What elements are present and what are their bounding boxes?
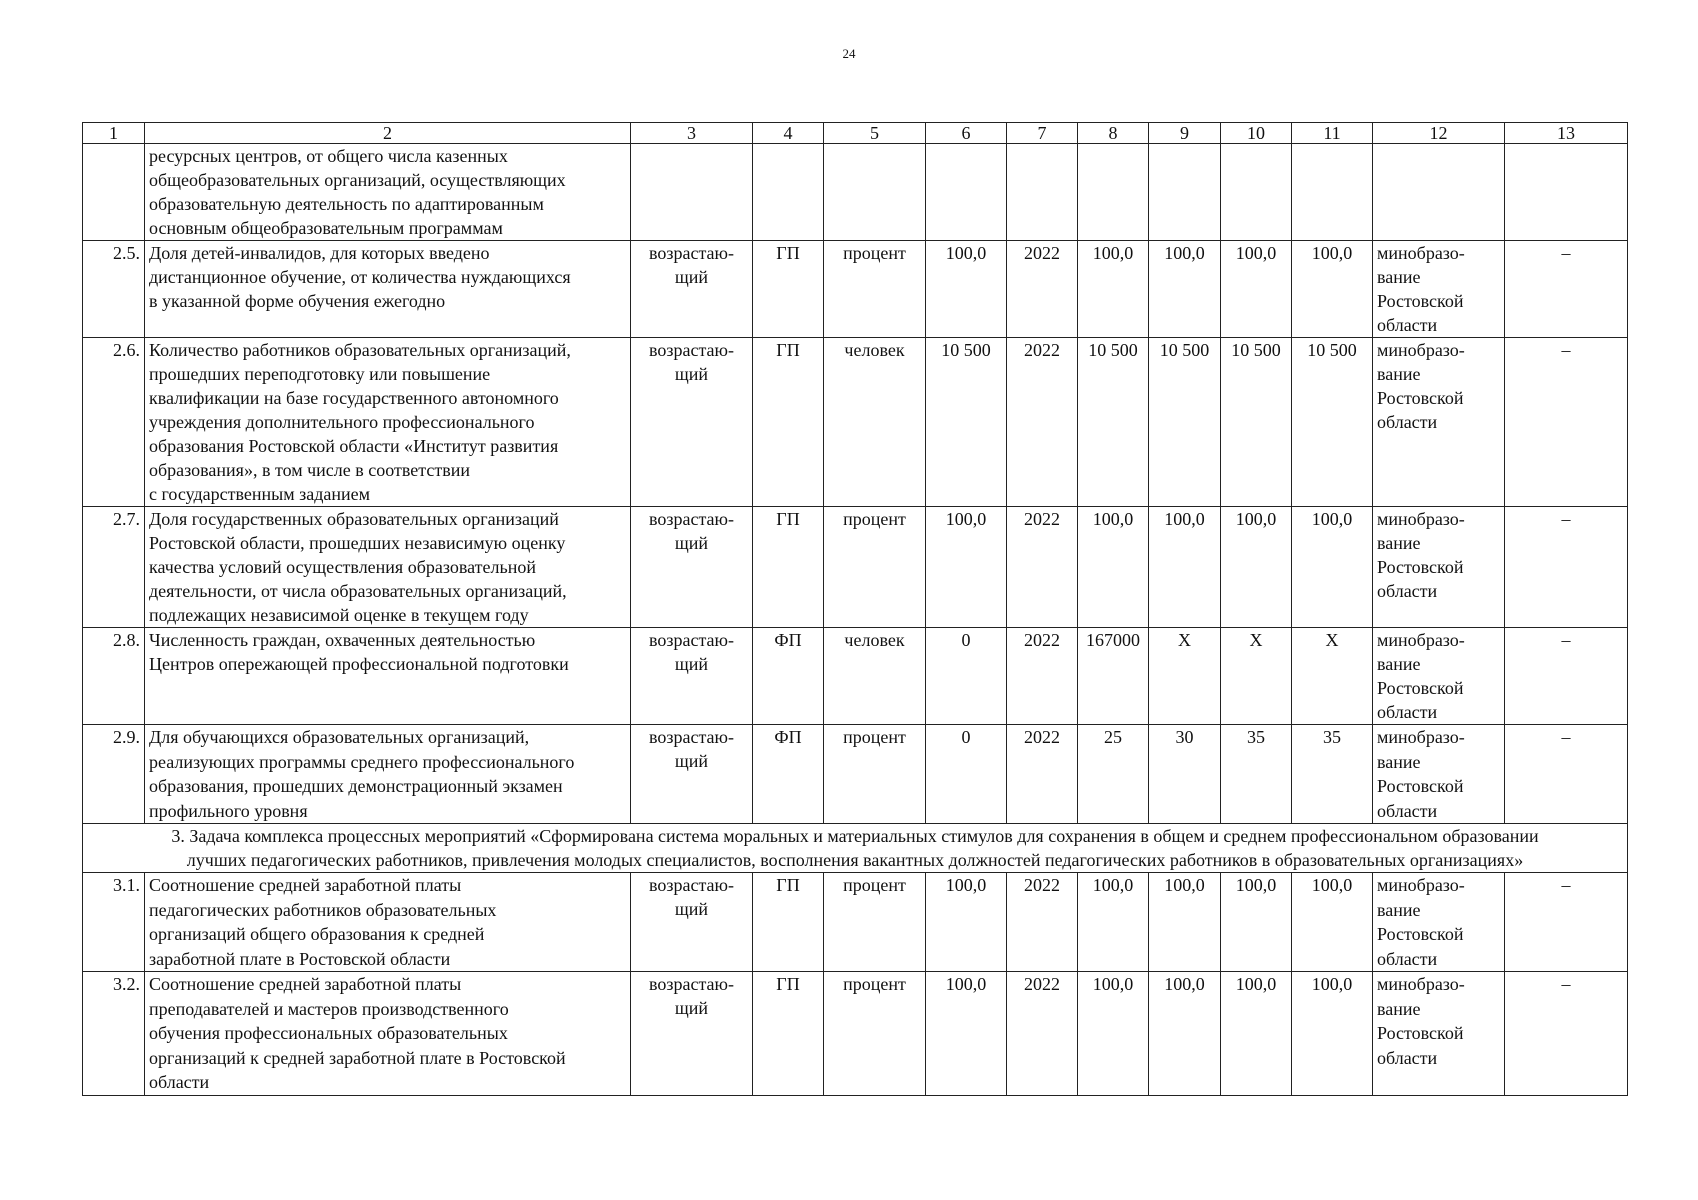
indicator-name-line: реализующих программы среднего профессионального bbox=[149, 751, 575, 772]
note: – bbox=[1505, 338, 1628, 507]
indicator-name bbox=[145, 725, 631, 824]
responsible-body-line: области bbox=[1377, 948, 1438, 969]
value-2: 100,0 bbox=[1149, 507, 1221, 628]
trend-type-line: возрастаю- bbox=[649, 630, 734, 650]
indicator-name-line: деятельности, от числа образовательных организаций, bbox=[149, 581, 567, 601]
base-year: 2022 bbox=[1007, 725, 1078, 824]
base-year: 2022 bbox=[1007, 628, 1078, 725]
indicator-level: ГП bbox=[753, 507, 824, 628]
trend-type bbox=[631, 628, 753, 725]
value-4: 100,0 bbox=[1292, 241, 1373, 338]
value-2 bbox=[1149, 144, 1221, 241]
note: – bbox=[1505, 241, 1628, 338]
indicator-name-line: профильного уровня bbox=[149, 800, 308, 821]
value-2: X bbox=[1149, 628, 1221, 725]
base-year: 2022 bbox=[1007, 873, 1078, 972]
note: – bbox=[1505, 507, 1628, 628]
trend-type-line: возрастаю- bbox=[649, 727, 734, 747]
indicator-name-line: Численность граждан, охваченных деятельностью bbox=[149, 630, 536, 650]
indicator-level: ГП bbox=[753, 241, 824, 338]
indicator-name bbox=[145, 628, 631, 725]
note bbox=[1505, 144, 1628, 241]
page-number: 24 bbox=[842, 46, 856, 61]
responsible-body bbox=[1373, 628, 1505, 725]
table-row bbox=[83, 507, 1628, 628]
responsible-body bbox=[1373, 972, 1505, 1096]
trend-type bbox=[631, 507, 753, 628]
trend-type-line: щий bbox=[674, 267, 709, 287]
column-header: 8 bbox=[1078, 123, 1149, 144]
trend-type-line: возрастаю- bbox=[649, 875, 734, 895]
base-value: 100,0 bbox=[926, 241, 1007, 338]
responsible-body-line: Ростовской bbox=[1377, 924, 1464, 944]
base-year bbox=[1007, 144, 1078, 241]
responsible-body-line: минобразо- bbox=[1377, 875, 1465, 895]
responsible-body-line: области bbox=[1377, 702, 1438, 722]
responsible-body-line: области bbox=[1377, 315, 1438, 335]
responsible-body-line: минобразо- bbox=[1377, 727, 1465, 747]
trend-type-line: возрастаю- bbox=[649, 509, 734, 529]
responsible-body bbox=[1373, 725, 1505, 824]
value-2: 100,0 bbox=[1149, 972, 1221, 1096]
trend-type bbox=[631, 338, 753, 507]
column-header: 7 bbox=[1007, 123, 1078, 144]
base-value: 0 bbox=[926, 725, 1007, 824]
trend-type-line: щий bbox=[674, 751, 709, 771]
value-2: 100,0 bbox=[1149, 873, 1221, 972]
indicator-name-line: образования Ростовской области «Институт развития bbox=[149, 436, 559, 456]
responsible-body bbox=[1373, 873, 1505, 972]
table-row bbox=[83, 873, 1628, 972]
note: – bbox=[1505, 873, 1628, 972]
column-header: 6 bbox=[926, 123, 1007, 144]
base-year: 2022 bbox=[1007, 507, 1078, 628]
base-year: 2022 bbox=[1007, 972, 1078, 1096]
responsible-body-line: минобразо- bbox=[1377, 243, 1465, 263]
base-value: 10 500 bbox=[926, 338, 1007, 507]
row-number bbox=[83, 144, 145, 241]
table-row bbox=[83, 241, 1628, 338]
column-header: 4 bbox=[753, 123, 824, 144]
responsible-body bbox=[1373, 241, 1505, 338]
indicator-name-line: Центров опережающей профессиональной подготовки bbox=[149, 654, 569, 674]
base-value: 100,0 bbox=[926, 873, 1007, 972]
unit: процент bbox=[824, 241, 926, 338]
indicator-name bbox=[145, 972, 631, 1096]
table-row bbox=[83, 628, 1628, 725]
row-number: 2.6. bbox=[83, 338, 145, 507]
value-4: X bbox=[1292, 628, 1373, 725]
base-value bbox=[926, 144, 1007, 241]
indicator-level: ФП bbox=[753, 725, 824, 824]
table-row bbox=[83, 338, 1628, 507]
responsible-body-line: минобразо- bbox=[1377, 509, 1465, 529]
indicator-name-line: организаций общего образования к средней bbox=[149, 924, 485, 944]
indicator-name-line: прошедших переподготовку или повышение bbox=[149, 364, 491, 384]
row-number: 2.9. bbox=[83, 725, 145, 824]
column-header: 1 bbox=[83, 123, 145, 144]
trend-type bbox=[631, 144, 753, 241]
responsible-body-line: области bbox=[1377, 412, 1438, 432]
value-4: 35 bbox=[1292, 725, 1373, 824]
value-3: 100,0 bbox=[1221, 241, 1292, 338]
trend-type-line: щий bbox=[674, 654, 709, 674]
indicator-name bbox=[145, 241, 631, 338]
value-2: 100,0 bbox=[1149, 241, 1221, 338]
responsible-body-line: вание bbox=[1377, 654, 1421, 674]
indicator-name-line: обучения профессиональных образовательных bbox=[149, 1023, 508, 1043]
indicator-name-line: преподавателей и мастеров производственного bbox=[149, 998, 509, 1019]
responsible-body-line: вание bbox=[1377, 998, 1421, 1019]
column-number-row bbox=[83, 123, 1628, 144]
unit: процент bbox=[824, 873, 926, 972]
indicator-name-line: Ростовской области, прошедших независимую оценку bbox=[149, 533, 566, 553]
indicator-name-line: в указанной форме обучения ежегодно bbox=[149, 291, 446, 311]
value-3: 100,0 bbox=[1221, 873, 1292, 972]
unit: процент bbox=[824, 972, 926, 1096]
table-row bbox=[83, 972, 1628, 1096]
indicator-name-line: Для обучающихся образовательных организаций, bbox=[149, 727, 530, 747]
base-value: 100,0 bbox=[926, 507, 1007, 628]
indicator-name-line: образовательную деятельность по адаптированным bbox=[149, 194, 544, 214]
trend-type-line: щий bbox=[674, 899, 709, 919]
value-1: 10 500 bbox=[1078, 338, 1149, 507]
value-2: 10 500 bbox=[1149, 338, 1221, 507]
row-number: 3.1. bbox=[83, 873, 145, 972]
indicator-name-line: заработной плате в Ростовской области bbox=[149, 948, 451, 969]
indicator-name-line: Доля государственных образовательных организаций bbox=[149, 509, 559, 529]
base-value: 100,0 bbox=[926, 972, 1007, 1096]
responsible-body-line: минобразо- bbox=[1377, 630, 1465, 650]
unit bbox=[824, 144, 926, 241]
section-title bbox=[83, 824, 1628, 873]
indicator-name-line: Количество работников образовательных организаций, bbox=[149, 340, 571, 360]
responsible-body-line: области bbox=[1377, 800, 1438, 821]
base-year: 2022 bbox=[1007, 241, 1078, 338]
indicator-name-line: квалификации на базе государственного автономного bbox=[149, 388, 559, 408]
trend-type-line: щий bbox=[674, 998, 709, 1018]
section-title-line: лучших педагогических работников, привлечения молодых специалистов, восполнения вакантных должностей педагогических работников в образовательных организациях» bbox=[186, 850, 1524, 870]
value-1: 100,0 bbox=[1078, 972, 1149, 1096]
table-body bbox=[83, 144, 1628, 1096]
unit: человек bbox=[824, 338, 926, 507]
section-header-row bbox=[83, 824, 1628, 873]
trend-type bbox=[631, 873, 753, 972]
value-3: 100,0 bbox=[1221, 972, 1292, 1096]
responsible-body-line: области bbox=[1377, 581, 1438, 601]
indicator-name-line: общеобразовательных организаций, осуществляющих bbox=[149, 170, 566, 190]
value-4: 100,0 bbox=[1292, 507, 1373, 628]
value-1: 25 bbox=[1078, 725, 1149, 824]
note: – bbox=[1505, 972, 1628, 1096]
indicator-name-line: с государственным заданием bbox=[149, 484, 371, 504]
row-number: 2.7. bbox=[83, 507, 145, 628]
table-row bbox=[83, 725, 1628, 824]
indicator-name-line: организаций к средней заработной плате в Ростовской bbox=[149, 1047, 566, 1068]
base-value: 0 bbox=[926, 628, 1007, 725]
responsible-body-line: Ростовской bbox=[1377, 291, 1464, 311]
note: – bbox=[1505, 725, 1628, 824]
row-number: 3.2. bbox=[83, 972, 145, 1096]
column-header: 5 bbox=[824, 123, 926, 144]
trend-type-line: возрастаю- bbox=[649, 243, 734, 263]
indicator-name-line: педагогических работников образовательных bbox=[149, 899, 497, 920]
indicator-name-line: ресурсных центров, от общего числа казенных bbox=[149, 146, 508, 166]
responsible-body-line: Ростовской bbox=[1377, 557, 1464, 577]
value-4: 10 500 bbox=[1292, 338, 1373, 507]
table-row bbox=[83, 144, 1628, 241]
responsible-body-line: Ростовской bbox=[1377, 388, 1464, 408]
indicator-name-line: дистанционное обучение, от количества нуждающихся bbox=[149, 267, 571, 287]
responsible-body-line: вание bbox=[1377, 364, 1421, 384]
value-1: 100,0 bbox=[1078, 507, 1149, 628]
value-4: 100,0 bbox=[1292, 873, 1373, 972]
indicator-level: ГП bbox=[753, 873, 824, 972]
column-header: 10 bbox=[1221, 123, 1292, 144]
indicator-name bbox=[145, 873, 631, 972]
responsible-body-line: минобразо- bbox=[1377, 974, 1465, 994]
value-1 bbox=[1078, 144, 1149, 241]
trend-type bbox=[631, 725, 753, 824]
indicator-level: ГП bbox=[753, 338, 824, 507]
value-4: 100,0 bbox=[1292, 972, 1373, 1096]
responsible-body-line: вание bbox=[1377, 899, 1421, 920]
column-header: 12 bbox=[1373, 123, 1505, 144]
indicator-name-line: Доля детей-инвалидов, для которых введено bbox=[149, 243, 490, 263]
column-header: 9 bbox=[1149, 123, 1221, 144]
indicator-name-line: основным общеобразовательным программам bbox=[149, 218, 503, 238]
indicators-table bbox=[82, 122, 1628, 1096]
indicator-name-line: образования, прошедших демонстрационный экзамен bbox=[149, 776, 563, 796]
indicator-name-line: области bbox=[149, 1072, 210, 1092]
responsible-body-line: вание bbox=[1377, 751, 1421, 772]
trend-type-line: щий bbox=[674, 364, 709, 384]
value-1: 167000 bbox=[1078, 628, 1149, 725]
indicator-name-line: Соотношение средней заработной платы bbox=[149, 875, 462, 895]
trend-type bbox=[631, 241, 753, 338]
indicator-name bbox=[145, 507, 631, 628]
column-header: 2 bbox=[145, 123, 631, 144]
unit: процент bbox=[824, 725, 926, 824]
responsible-body-line: области bbox=[1377, 1047, 1438, 1068]
value-3 bbox=[1221, 144, 1292, 241]
responsible-body bbox=[1373, 144, 1505, 241]
indicator-name-line: Соотношение средней заработной платы bbox=[149, 974, 462, 994]
value-2: 30 bbox=[1149, 725, 1221, 824]
value-3: 10 500 bbox=[1221, 338, 1292, 507]
trend-type bbox=[631, 972, 753, 1096]
value-1: 100,0 bbox=[1078, 873, 1149, 972]
indicator-level: ГП bbox=[753, 972, 824, 1096]
unit: человек bbox=[824, 628, 926, 725]
indicator-level: ФП bbox=[753, 628, 824, 725]
column-header: 11 bbox=[1292, 123, 1373, 144]
column-header: 3 bbox=[631, 123, 753, 144]
trend-type-line: возрастаю- bbox=[649, 974, 734, 994]
indicator-name-line: учреждения дополнительного профессионального bbox=[149, 412, 535, 432]
section-title-line: 3. Задача комплекса процессных мероприятий «Сформирована система моральных и материальных стимулов для сохранения в общем и среднем профессиональном образовании bbox=[171, 826, 1539, 846]
unit: процент bbox=[824, 507, 926, 628]
note: – bbox=[1505, 628, 1628, 725]
indicator-name-line: подлежащих независимой оценке в текущем году bbox=[149, 605, 529, 625]
trend-type-line: возрастаю- bbox=[649, 340, 734, 360]
responsible-body bbox=[1373, 507, 1505, 628]
responsible-body-line: Ростовской bbox=[1377, 1023, 1464, 1043]
responsible-body-line: вание bbox=[1377, 533, 1421, 553]
indicator-name-line: образования», в том числе в соответствии bbox=[149, 460, 470, 480]
value-1: 100,0 bbox=[1078, 241, 1149, 338]
value-3: X bbox=[1221, 628, 1292, 725]
responsible-body-line: Ростовской bbox=[1377, 776, 1464, 796]
responsible-body-line: минобразо- bbox=[1377, 340, 1465, 360]
value-3: 35 bbox=[1221, 725, 1292, 824]
base-year: 2022 bbox=[1007, 338, 1078, 507]
indicator-name bbox=[145, 144, 631, 241]
indicator-name bbox=[145, 338, 631, 507]
responsible-body-line: Ростовской bbox=[1377, 678, 1464, 698]
indicator-level bbox=[753, 144, 824, 241]
trend-type-line: щий bbox=[674, 533, 709, 553]
value-4 bbox=[1292, 144, 1373, 241]
row-number: 2.8. bbox=[83, 628, 145, 725]
indicator-name-line: качества условий осуществления образовательной bbox=[149, 557, 536, 577]
value-3: 100,0 bbox=[1221, 507, 1292, 628]
row-number: 2.5. bbox=[83, 241, 145, 338]
responsible-body-line: вание bbox=[1377, 267, 1421, 287]
column-header: 13 bbox=[1505, 123, 1628, 144]
responsible-body bbox=[1373, 338, 1505, 507]
